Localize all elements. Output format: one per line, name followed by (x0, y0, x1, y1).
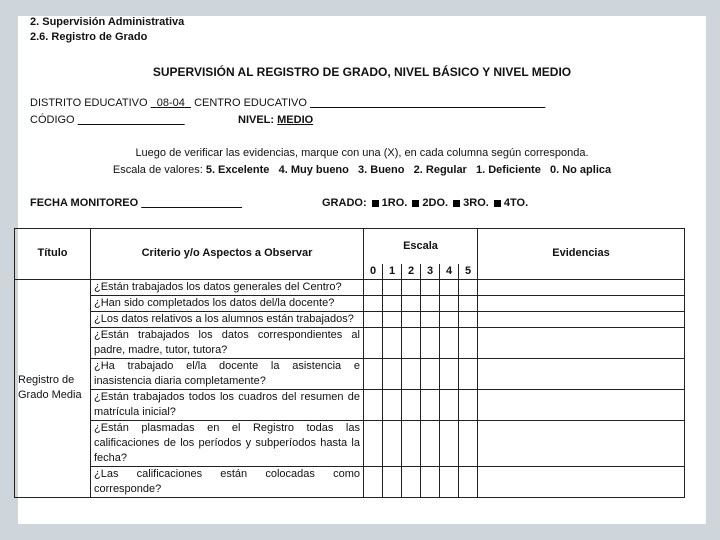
criterion-4: ¿Están trabajados los datos correspondientes al padre, madre, tutor, tutora? (91, 327, 364, 358)
escala-num-2: 2 (402, 264, 421, 280)
scale-legend (18, 164, 706, 176)
scale-cell[interactable] (459, 389, 478, 420)
escala-num-0: 0 (364, 264, 383, 280)
distrito-label: DISTRITO EDUCATIVO (30, 97, 148, 109)
scale-cell[interactable] (440, 295, 459, 311)
scale-cell[interactable] (459, 466, 478, 497)
evidence-cell[interactable] (478, 311, 685, 327)
checkbox-icon[interactable] (372, 200, 379, 207)
table-row (15, 420, 685, 466)
scale-prefix: Escala de valores: (112, 164, 203, 176)
scale-cell[interactable] (364, 327, 383, 358)
scale-cell[interactable] (440, 327, 459, 358)
evidence-cell[interactable] (478, 358, 685, 389)
scale-cell[interactable] (383, 295, 402, 311)
escala-num-1: 1 (383, 264, 402, 280)
scale-cell[interactable] (364, 389, 383, 420)
nivel-label: NIVEL: (238, 114, 275, 126)
criterion-3: ¿Los datos relativos a los alumnos están trabajados? (91, 311, 364, 327)
scale-cell[interactable] (440, 311, 459, 327)
scale-cell[interactable] (383, 420, 402, 466)
table-row (15, 358, 685, 389)
criterion-5: ¿Ha trabajado el/la docente la asistencia e inasistencia diaria completamente? (91, 358, 364, 389)
scale-cell[interactable] (459, 311, 478, 327)
criterion-1: ¿Están trabajados los datos generales del Centro? (91, 279, 364, 295)
table-row (15, 389, 685, 420)
evidence-cell[interactable] (478, 420, 685, 466)
escala-num-4: 4 (440, 264, 459, 280)
scale-cell[interactable] (459, 327, 478, 358)
scale-cell[interactable] (421, 358, 440, 389)
distrito-line (30, 97, 545, 109)
scale-cell[interactable] (402, 279, 421, 295)
nivel-value: MEDIO (277, 114, 314, 126)
scale-cell[interactable] (402, 327, 421, 358)
document-title: SUPERVISIÓN AL REGISTRO DE GRADO, NIVEL BÁSICO Y NIVEL MEDIO (152, 65, 572, 79)
scale-cell[interactable] (364, 466, 383, 497)
codigo-blank[interactable] (78, 114, 185, 126)
table-row (15, 466, 685, 497)
checkbox-icon[interactable] (494, 200, 501, 207)
scale-cell[interactable] (364, 420, 383, 466)
scale-cell[interactable] (402, 295, 421, 311)
scale-cell[interactable] (440, 279, 459, 295)
grado-line (322, 197, 528, 209)
grado-option-3: 3RO. (463, 197, 489, 209)
criterion-7: ¿Están plasmadas en el Registro todas las calificaciones de los períodos y subperíodos hasta la fecha? (91, 420, 364, 466)
col-criterio-header: Criterio y/o Aspectos a Observar (91, 229, 364, 280)
scale-cell[interactable] (364, 295, 383, 311)
scale-cell[interactable] (383, 279, 402, 295)
grado-label: GRADO: (322, 197, 367, 209)
scale-cell[interactable] (421, 295, 440, 311)
document-page (18, 16, 706, 524)
escala-num-3: 3 (421, 264, 440, 280)
escala-num-5: 5 (459, 264, 478, 280)
scale-cell[interactable] (364, 279, 383, 295)
checkbox-icon[interactable] (412, 200, 419, 207)
criterion-6: ¿Están trabajados todos los cuadros del resumen de matrícula inicial? (91, 389, 364, 420)
evidence-cell[interactable] (478, 295, 685, 311)
evidence-cell[interactable] (478, 279, 685, 295)
scale-cell[interactable] (383, 311, 402, 327)
subsection-heading: 2.6. Registro de Grado (30, 31, 148, 43)
scale-cell[interactable] (421, 311, 440, 327)
table-header-row (15, 229, 685, 264)
centro-blank[interactable] (310, 97, 545, 109)
scale-cell[interactable] (459, 295, 478, 311)
scale-cell[interactable] (402, 311, 421, 327)
centro-label: CENTRO EDUCATIVO (194, 97, 307, 109)
background-bottom (0, 524, 720, 540)
codigo-line (30, 114, 185, 126)
evaluation-table (14, 228, 685, 498)
scale-cell[interactable] (402, 420, 421, 466)
grado-option-2: 2DO. (422, 197, 449, 209)
scale-cell[interactable] (459, 420, 478, 466)
scale-cell[interactable] (459, 279, 478, 295)
scale-cell[interactable] (402, 358, 421, 389)
evidence-cell[interactable] (478, 466, 685, 497)
checkbox-icon[interactable] (453, 200, 460, 207)
scale-cell[interactable] (440, 420, 459, 466)
col-titulo-header: Título (15, 229, 91, 280)
grado-option-4: 4TO. (503, 197, 529, 209)
scale-cell[interactable] (383, 358, 402, 389)
scale-cell[interactable] (421, 279, 440, 295)
scale-cell[interactable] (421, 420, 440, 466)
scale-values: 5. Excelente 4. Muy bueno 3. Bueno 2. Regular 1. Deficiente 0. No aplica (205, 164, 612, 176)
nivel-line (238, 114, 313, 126)
table-row (15, 295, 685, 311)
criterion-2: ¿Han sido completados los datos del/la docente? (91, 295, 364, 311)
section-heading: 2. Supervisión Administrativa (30, 16, 185, 28)
col-evidencias-header: Evidencias (478, 229, 685, 280)
scale-cell[interactable] (440, 389, 459, 420)
table-row (15, 327, 685, 358)
criterion-8: ¿Las calificaciones están colocadas como corresponde? (91, 466, 364, 497)
scale-cell[interactable] (383, 466, 402, 497)
scale-cell[interactable] (383, 327, 402, 358)
scale-cell[interactable] (440, 466, 459, 497)
scale-cell[interactable] (440, 358, 459, 389)
evidence-cell[interactable] (478, 327, 685, 358)
evidence-cell[interactable] (478, 389, 685, 420)
row-title: Registro de Grado Media (15, 279, 91, 497)
grado-option-1: 1RO. (381, 197, 408, 209)
table-row (15, 311, 685, 327)
fecha-blank[interactable] (141, 197, 242, 209)
scale-cell[interactable] (364, 311, 383, 327)
codigo-label: CÓDIGO (30, 114, 75, 126)
scale-cell[interactable] (383, 389, 402, 420)
distrito-value: 08-04 (156, 97, 185, 109)
table-row (15, 279, 685, 295)
background-right (706, 0, 720, 540)
scale-cell[interactable] (421, 327, 440, 358)
col-escala-header: Escala (364, 229, 478, 264)
scale-cell[interactable] (402, 389, 421, 420)
scale-cell[interactable] (364, 358, 383, 389)
instruction-text: Luego de verificar las evidencias, marque con una (X), en cada columna según corresponda. (135, 147, 589, 159)
scale-cell[interactable] (421, 389, 440, 420)
fecha-line (30, 197, 242, 209)
scale-cell[interactable] (459, 358, 478, 389)
fecha-label: FECHA MONITOREO (30, 197, 139, 209)
scale-cell[interactable] (402, 466, 421, 497)
background-top (0, 0, 720, 16)
scale-cell[interactable] (421, 466, 440, 497)
